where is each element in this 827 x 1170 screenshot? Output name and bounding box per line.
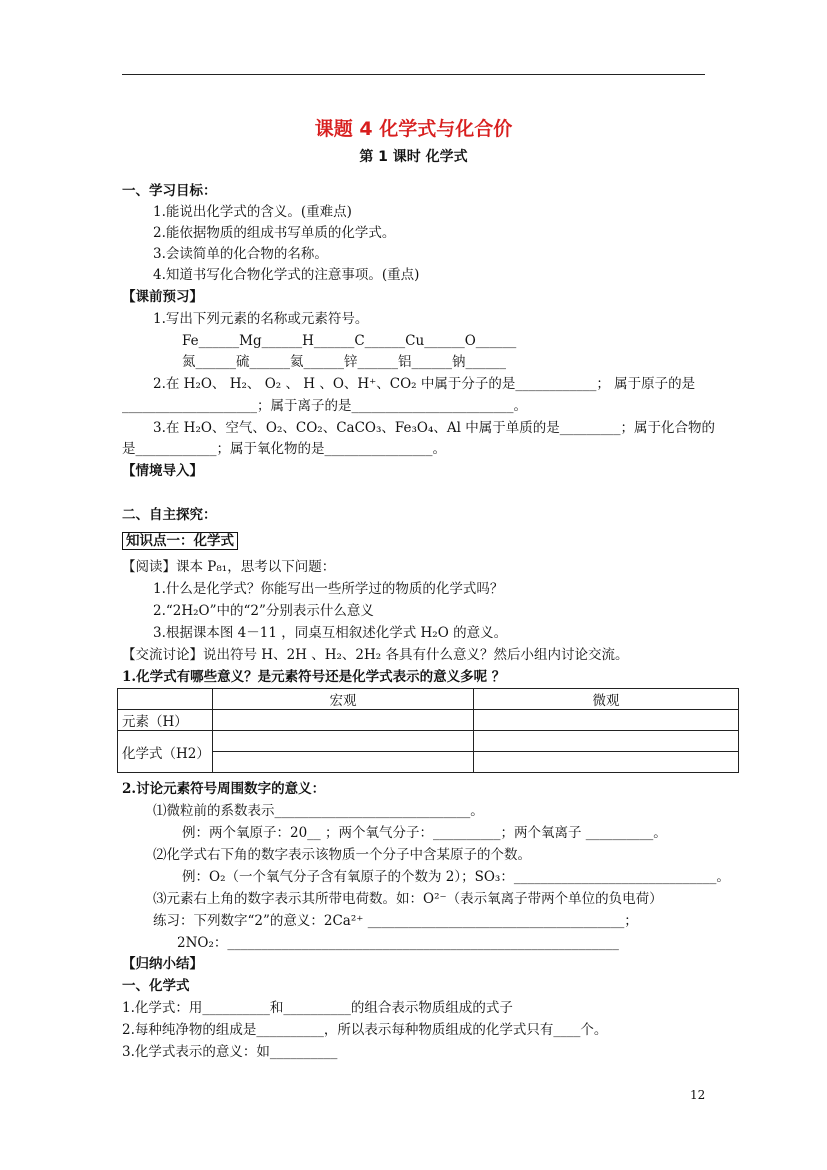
table-cell-blank[interactable]	[474, 710, 739, 731]
table-cell-blank[interactable]	[213, 731, 474, 752]
lesson-subtitle: 第 1 课时 化学式	[359, 149, 468, 165]
practice-line-2: 2NO₂：__________________________________________________________	[177, 935, 619, 951]
read-item: 2.“2H₂O”中的“2”分别表示什么意义	[153, 603, 374, 619]
summary-item: 3.化学式表示的意义：如__________	[122, 1044, 338, 1060]
numbers-point-2: ⑵化学式右下角的数字表示该物质一个分子中含某原子的个数。	[153, 847, 531, 863]
preview-q3-line1: 3.在 H₂O、空气、O₂、CO₂、CaCO₃、Fe₃O₄、Al 中属于单质的是_________；属于化合物的	[153, 420, 716, 436]
element-row-2: 氮______硫______氦______锌______铝______钠______	[182, 354, 506, 370]
table-row	[118, 710, 739, 731]
objective-item: 4.知道书写化合物化学式的注意事项。(重点)	[153, 267, 420, 283]
objectives-heading: 一、学习目标：	[122, 183, 217, 199]
read-item: 3.根据课本图 4－11 ，同桌互相叙述化学式 H₂O 的意义。	[153, 625, 508, 641]
practice-line-1: 练习：下列数字“2”的意义：2Ca²⁺ ______________________________________；	[153, 913, 638, 929]
meaning-question: 1.化学式有哪些意义？是元素符号还是化学式表示的意义多呢 ？	[122, 669, 506, 685]
intro-heading: 【情境导入】	[122, 463, 203, 479]
numbers-point-1: ⑴微粒前的系数表示_____________________________。	[153, 803, 484, 819]
page-title: 课题 4 化学式与化合价	[314, 118, 513, 140]
explore-heading: 二、自主探究：	[122, 507, 217, 523]
knowledge-point-box	[122, 532, 238, 550]
summary-item: 1.化学式：用__________和__________的组合表示物质组成的式子	[122, 1000, 513, 1016]
table-row	[118, 689, 739, 710]
table-cell-blank[interactable]	[213, 752, 474, 773]
summary-heading: 【归纳小结】	[122, 956, 203, 972]
knowledge-point-label: 知识点一：化学式	[122, 532, 238, 550]
table-row-label: 化学式（H2）	[118, 731, 213, 773]
preview-q2-line1: 2.在 H₂O、 H₂、 O₂ 、 H 、O、H⁺、CO₂ 中属于分子的是____________； 属于原子的是	[153, 376, 696, 392]
table-row	[118, 731, 739, 752]
summary-item: 2.每种纯净物的组成是__________，所以表示每种物质组成的化学式只有____个。	[122, 1022, 608, 1038]
read-heading: 【阅读】课本 P₈₁，思考以下问题：	[122, 559, 336, 575]
objective-item: 2.能依据物质的组成书写单质的化学式。	[153, 225, 396, 241]
numbers-example-1: 例：两个氧原子：20__ ；两个氧气分子：__________；两个氧离子 __________。	[182, 825, 667, 841]
table-cell-blank[interactable]	[474, 731, 739, 752]
table-cell-blank[interactable]	[474, 752, 739, 773]
header-rule	[122, 74, 705, 75]
preview-heading: 【课前预习】	[122, 289, 203, 305]
preview-q2-line2: ____________________；属于离子的是________________________。	[122, 398, 527, 414]
page-number: 12	[690, 1088, 706, 1102]
table-header-cell	[118, 689, 213, 710]
read-item: 1.什么是化学式？你能写出一些所学过的物质的化学式吗？	[153, 581, 504, 597]
table-header-cell: 宏观	[213, 689, 474, 710]
numbers-example-2: 例：O₂（一个氧气分子含有氧原子的个数为 2）；SO₃：______________________________。	[182, 869, 730, 885]
objective-item: 3.会读简单的化合物的名称。	[153, 246, 328, 262]
table-cell-blank[interactable]	[213, 710, 474, 731]
objective-item: 1.能说出化学式的含义。(重难点)	[153, 204, 352, 220]
table-header-cell: 微观	[474, 689, 739, 710]
element-row-1: Fe______Mg______H______C______Cu______O______	[182, 333, 517, 349]
meaning-table	[117, 688, 739, 773]
summary-subheading: 一、化学式	[122, 978, 190, 994]
numbers-heading: 2.讨论元素符号周围数字的意义：	[122, 781, 326, 797]
numbers-point-3: ⑶元素右上角的数字表示其所带电荷数。如：O²⁻（表示氧离子带两个单位的负电荷）	[153, 891, 663, 907]
discuss-text: 【交流讨论】说出符号 H、2H 、H₂、2H₂ 各具有什么意义？然后小组内讨论交流。	[122, 647, 629, 663]
preview-q3-line2: 是____________；属于氧化物的是________________。	[122, 441, 446, 457]
preview-q1: 1.写出下列元素的名称或元素符号。	[153, 311, 369, 327]
table-row-label: 元素（H）	[118, 710, 213, 731]
